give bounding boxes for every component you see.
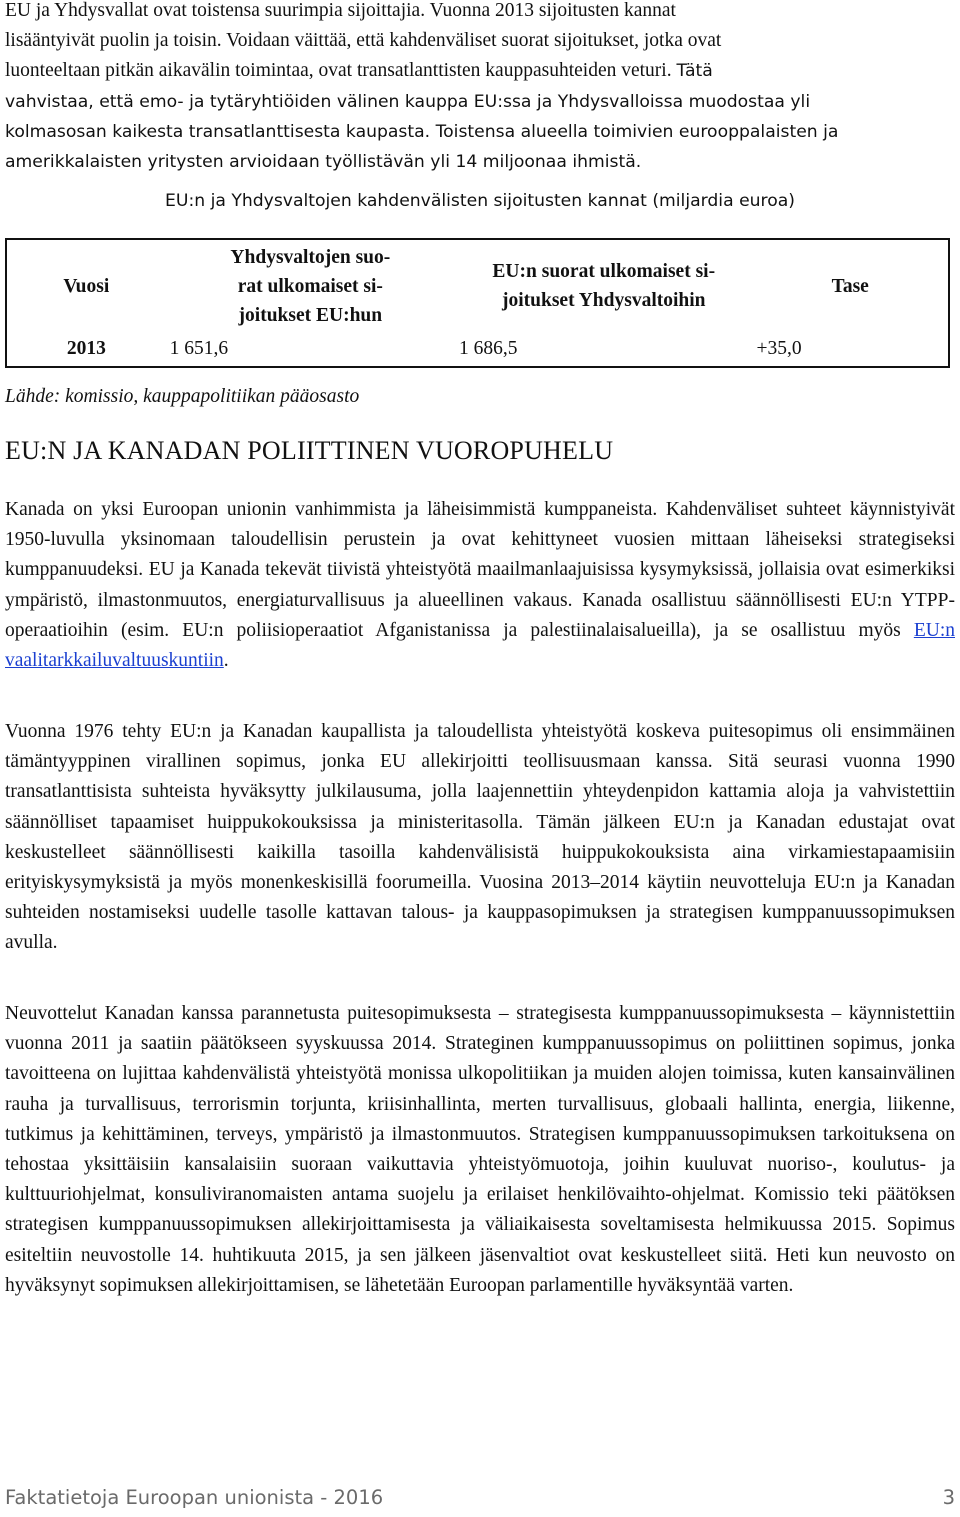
intro-line-3-sans: Tätä: [676, 61, 713, 82]
header-us-to-eu-line-3: joitukset EU:hun: [238, 304, 383, 326]
paragraph-3: [5, 999, 955, 1301]
intro-paragraph: [5, 0, 955, 177]
intro-line-4: vahvistaa, että emo- ja tytäryhtiöiden välinen kauppa EU:ssa ja Yhdysvalloissa muodostaa yli: [5, 91, 811, 112]
paragraph-1: [5, 495, 955, 676]
intro-line-6: amerikkalaisten yritysten arvioidaan työllistävän yli 14 miljoonaa ihmistä.: [5, 152, 642, 173]
table-header-row: [6, 239, 949, 332]
paragraph-2: [5, 717, 955, 959]
intro-line-1: EU ja Yhdysvallat ovat toistensa suurimpia sijoittajia. Vuonna 2013 sijoitusten kannat: [5, 0, 676, 21]
intro-line-3: [5, 56, 955, 86]
header-us-to-eu-line-1: Yhdysvaltojen suo-: [230, 246, 391, 268]
intro-line-5: [5, 117, 955, 147]
cell-us-to-eu: 1 651,6: [169, 338, 229, 359]
header-us-to-eu: [166, 239, 455, 332]
election-observation-link[interactable]: EU:n vaalitarkkailuvaltuuskuntiin: [5, 619, 955, 672]
header-eu-to-us-line-1: EU:n suorat ulkomaiset si-: [492, 261, 716, 282]
intro-line-5-sans: Toistensa alueella toimivien eurooppalaisten ja: [435, 121, 839, 142]
paragraph-2-text: Vuonna 1976 tehty EU:n ja Kanadan kaupallista ja taloudellista yhteistyötä koskeva puitesopimus oli ensimmäinen tämäntyyppinen virallinen sopimus, jonka EU allekirjoitti teollisuusmaan kanssa. Sitä seurasi vuonna 1990 transatlanttisista suhteista hyväksytty julkilausuma, jolla laajennettiin yhteydenpidon kattamia aloja ja vahvistettiin säännölliset tapaamiset huippukokouksissa ja ministeritasolla. Tämän jälkeen EU:n ja Kanadan edustajat ovat keskustelleet säännöllisesti kaikilla tasoilla kahdenvälisistä huippukokouksista aina virkamiestapaamisiin erityiskysymyksistä ja myös monenkeskisillä foorumeilla. Vuosina 2013–2014 käytiin neuvotteluja EU:n ja Kanadan suhteiden nostamiseksi uudelle tasolle kattavan talous- ja kauppasopimuksen ja strategisen kumppanuussopimuksen avulla.: [5, 721, 955, 954]
header-year: Vuosi: [63, 275, 110, 297]
header-eu-to-us: [455, 239, 752, 332]
cell-eu-to-us: 1 686,5: [459, 338, 518, 359]
section-heading: EU:N JA KANADAN POLIITTINEN VUOROPUHELU: [5, 436, 614, 465]
footer-title: Faktatietoja Euroopan unionista - 2016: [5, 1486, 384, 1509]
intro-line-5-text: kolmasosan kaikesta transatlanttisesta kaupasta.: [5, 121, 431, 142]
table-row: [6, 332, 949, 367]
intro-line-2: lisääntyivät puolin ja toisin. Voidaan väittää, että kahdenväliset suorat sijoitukset, jotka ovat: [5, 30, 722, 52]
header-us-to-eu-line-2: rat ulkomaiset si-: [237, 275, 383, 297]
header-balance: Tase: [831, 275, 869, 297]
cell-year: 2013: [66, 338, 106, 359]
paragraph-1-tail: .: [223, 650, 229, 672]
intro-line-3-text: luonteeltaan pitkän aikavälin toimintaa, ovat transatlanttisten kauppasuhteiden veturi.: [5, 60, 672, 82]
table-source: Lähde: komissio, kauppapolitiikan pääosasto: [5, 386, 360, 407]
paragraph-3-text: Neuvottelut Kanadan kanssa parannetusta puitesopimuksesta – strategisesta kumppanuussopimuksesta – käynnistettiin vuonna 2011 ja saatiin päätökseen syyskuussa 2014. Strateginen kumppanuussopimus on poliittinen sopimus, jonka tavoitteena on lujittaa kahdenvälistä yhteistyötä monissa ulkopolitiikan ja muiden alojen toimissa, kuten kansainvälinen rauha ja turvallisuus, terrorismin torjunta, kriisinhallinta, merten turvallisuus, globaali hallinta, energia, liikenne, tutkimus ja kehittäminen, terveys, ympäristö ja ilmastonmuutos. Strategisen kumppanuussopimuksen tarkoituksena on tehostaa yksittäisiin kansalaisiin suoraan vaikuttavia yhteistyömuotoja, joihin kuuluvat nuoriso-, koulutus- ja kulttuuriohjelmat, konsuliviranomaisten antama suojelu ja erilaiset henkilövaihto-ohjelmat. Komissio teki päätöksen strategisen kumppanuussopimuksen allekirjoittamisesta ja väliaikaisesta soveltamisesta helmikuussa 2015. Sopimus esiteltiin neuvostolle 14. huhtikuuta 2015, ja sen jälkeen jäsenvaltiot ovat keskustelleet siitä. Heti kun neuvosto on hyväksynyt sopimuksen allekirjoittamisen, se lähetetään Euroopan parlamentille hyväksyntää varten.: [5, 1003, 955, 1296]
page-number: 3: [942, 1486, 955, 1509]
page-footer: [5, 1486, 955, 1509]
table-caption: EU:n ja Yhdysvaltojen kahdenvälisten sijoitusten kannat (miljardia euroa): [165, 191, 795, 211]
paragraph-1-text: Kanada on yksi Euroopan unionin vanhimmista ja läheisimmistä kumppaneista. Kahdenväliset suhteet käynnistyivät 1950-luvulla yksinomaan taloudellisin perustein ja ovat kehittyneet vuosien mittaan läheiseksi strategiseksi kumppanuudeksi. EU ja Kanada tekevät tiivistä yhteistyötä maailmanlaajuisissa kysymyksissä, jollaisia ovat esimerkiksi ympäristö, ilmastonmuutos, energiaturvallisuus ja alueellinen vakaus. Kanada osallistuu säännöllisesti EU:n YTPP-operaatioihin (esim. EU:n poliisioperaatiot Afganistanissa ja palestiinalaisalueilla), ja se osallistuu myös: [5, 499, 955, 641]
header-eu-to-us-line-2: joitukset Yhdysvaltoihin: [501, 290, 706, 311]
investment-table: [5, 238, 950, 368]
cell-balance: +35,0: [756, 338, 802, 359]
